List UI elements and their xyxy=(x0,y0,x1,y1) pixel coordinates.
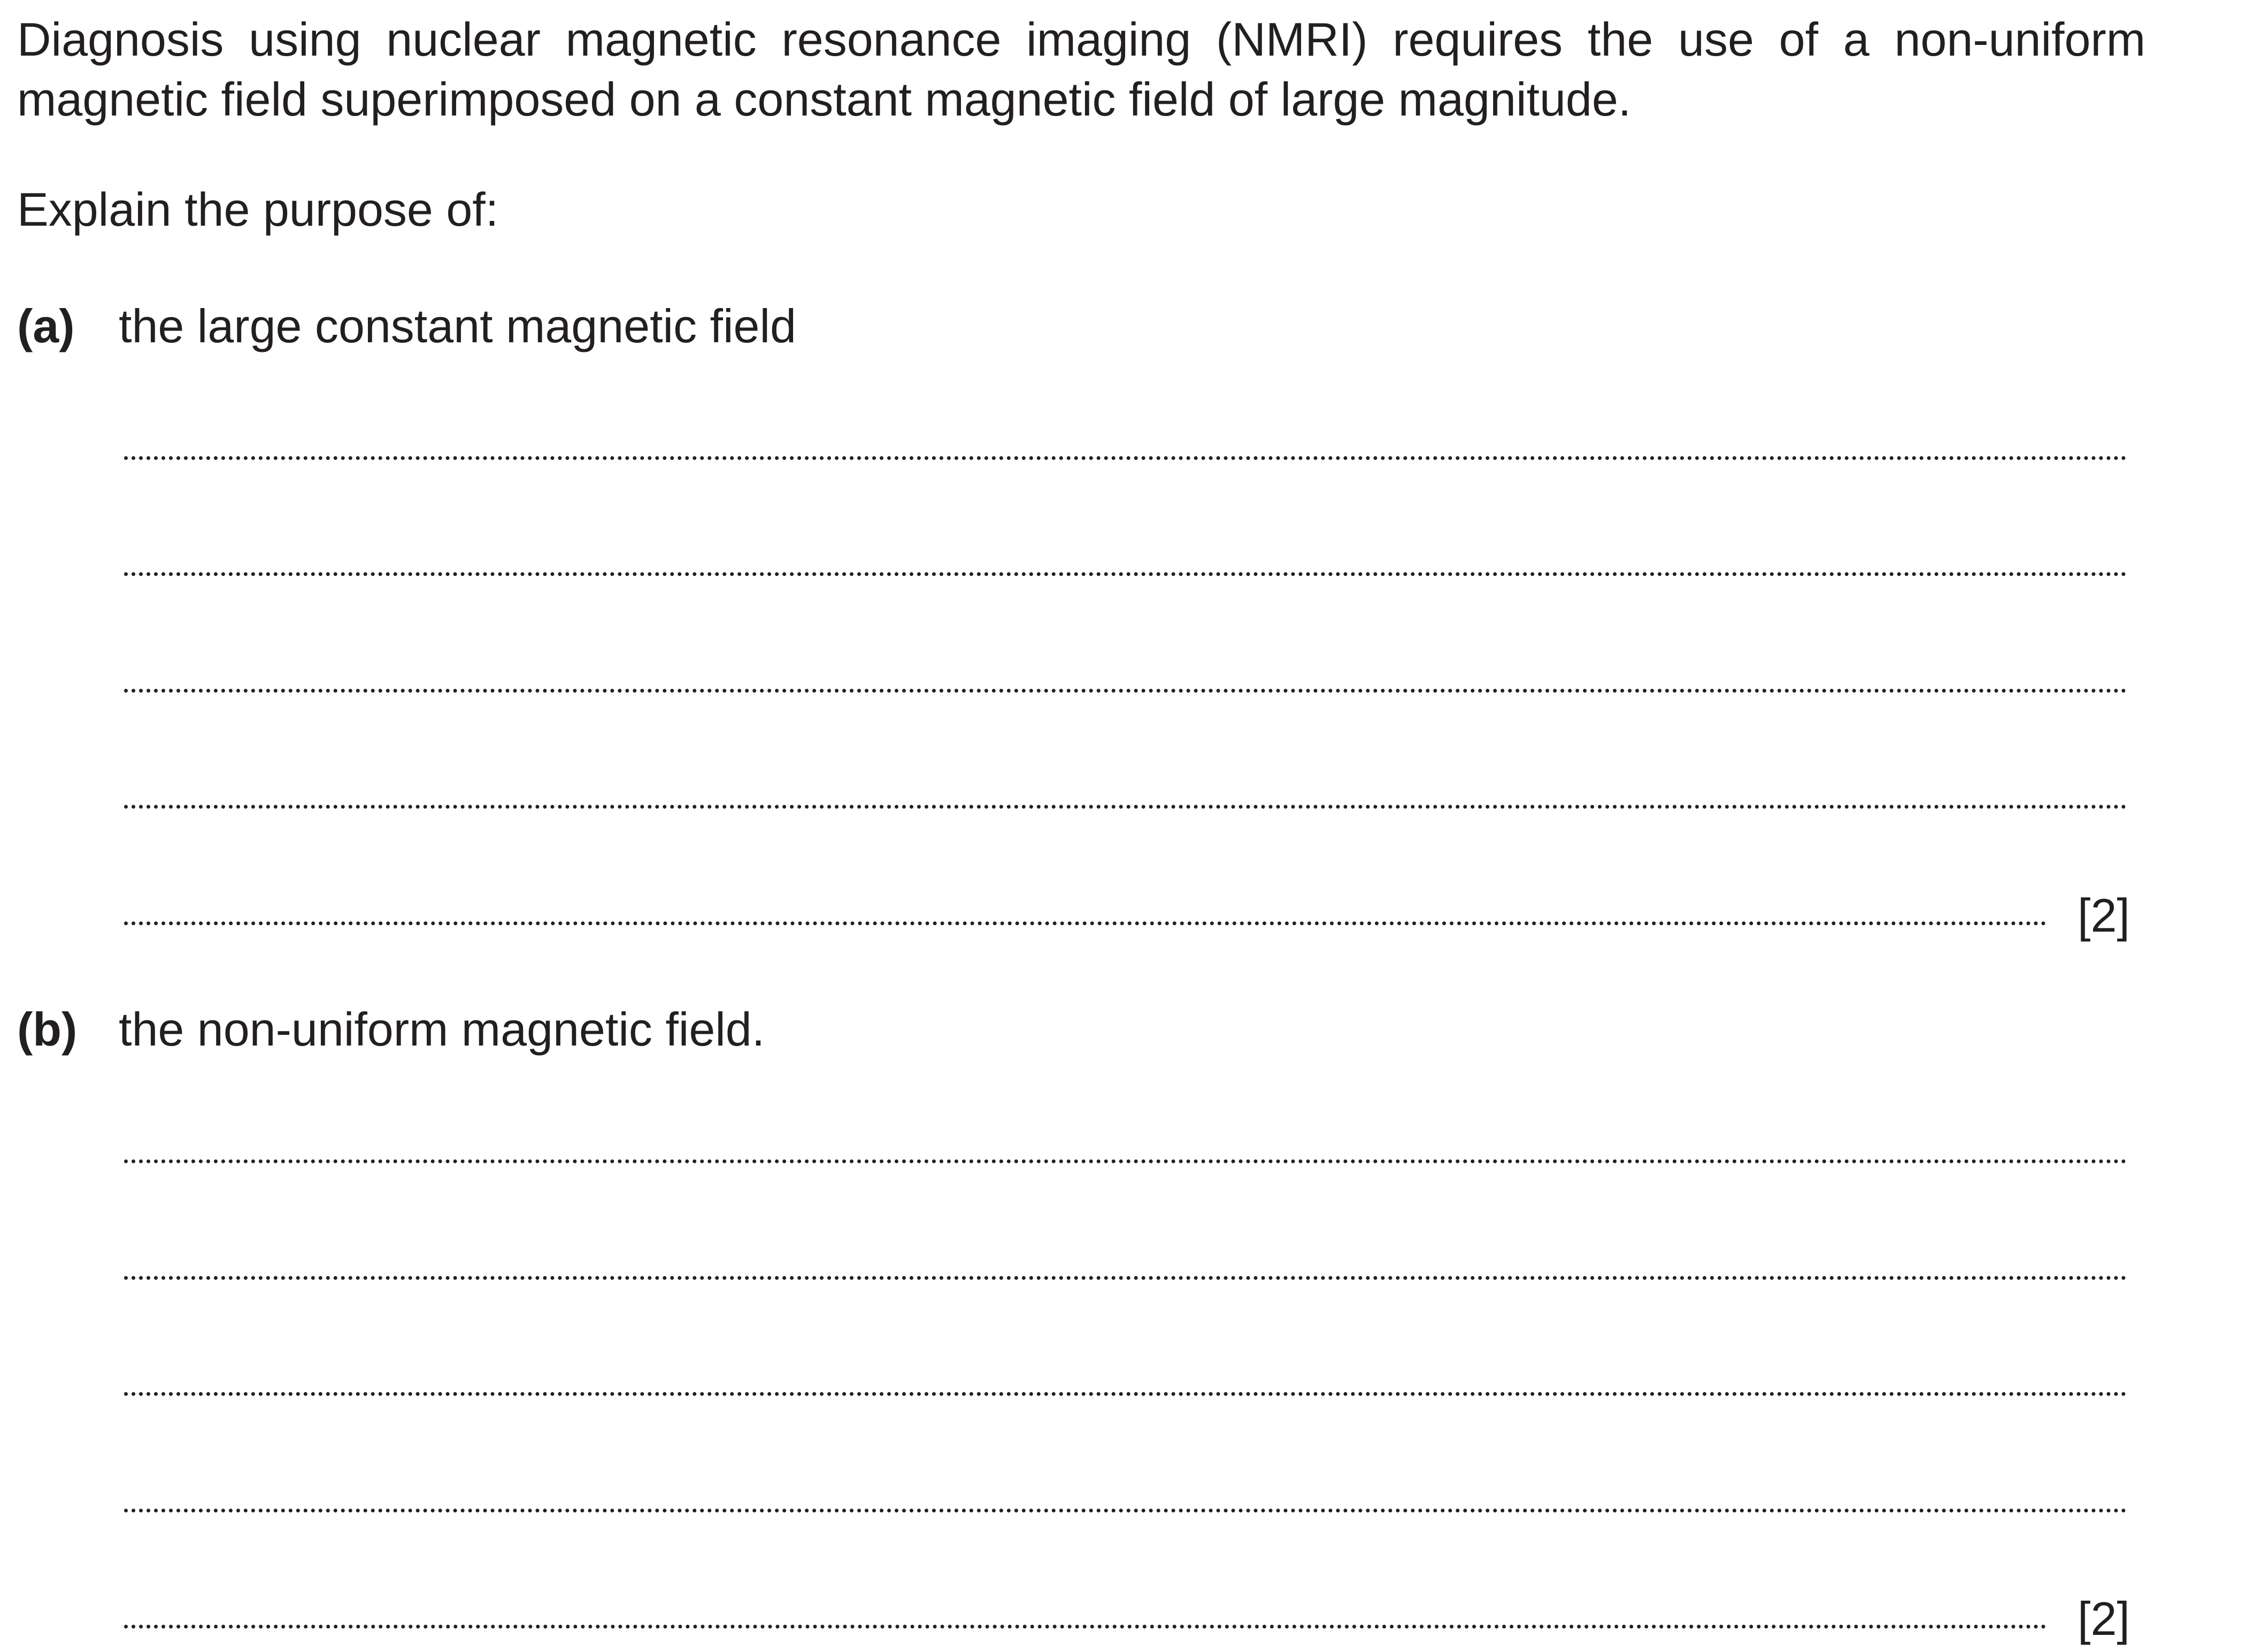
part-a-answer-line-4[interactable] xyxy=(124,805,2127,809)
part-b-answer-line-2[interactable] xyxy=(124,1276,2127,1280)
question-stem: Diagnosis using nuclear magnetic resonance imaging (NMRI) requires the use of a non-uniform magnetic field superimposed on a constant magnetic field of large magnitude. xyxy=(17,13,2145,126)
part-b-answer-line-3[interactable] xyxy=(124,1392,2127,1396)
part-a-answer-line-2[interactable] xyxy=(124,572,2127,576)
part-a-label: (a) xyxy=(17,299,75,352)
part-a-text: the large constant magnetic field xyxy=(119,299,796,352)
part-b-answer-line-5[interactable] xyxy=(124,1625,2047,1628)
part-b-answer-line-1[interactable] xyxy=(124,1159,2127,1163)
part-b-answer-line-4[interactable] xyxy=(124,1509,2127,1512)
part-a-answer-line-3[interactable] xyxy=(124,689,2127,693)
part-b-marks: [2] xyxy=(2078,1592,2130,1645)
part-a-answer-line-1[interactable] xyxy=(124,456,2127,460)
part-b-text: the non-uniform magnetic field. xyxy=(119,1003,765,1056)
instruction-text: Explain the purpose of: xyxy=(17,183,499,236)
part-b-label: (b) xyxy=(17,1003,78,1056)
part-a-answer-line-5[interactable] xyxy=(124,921,2047,925)
part-a-marks: [2] xyxy=(2078,889,2130,942)
